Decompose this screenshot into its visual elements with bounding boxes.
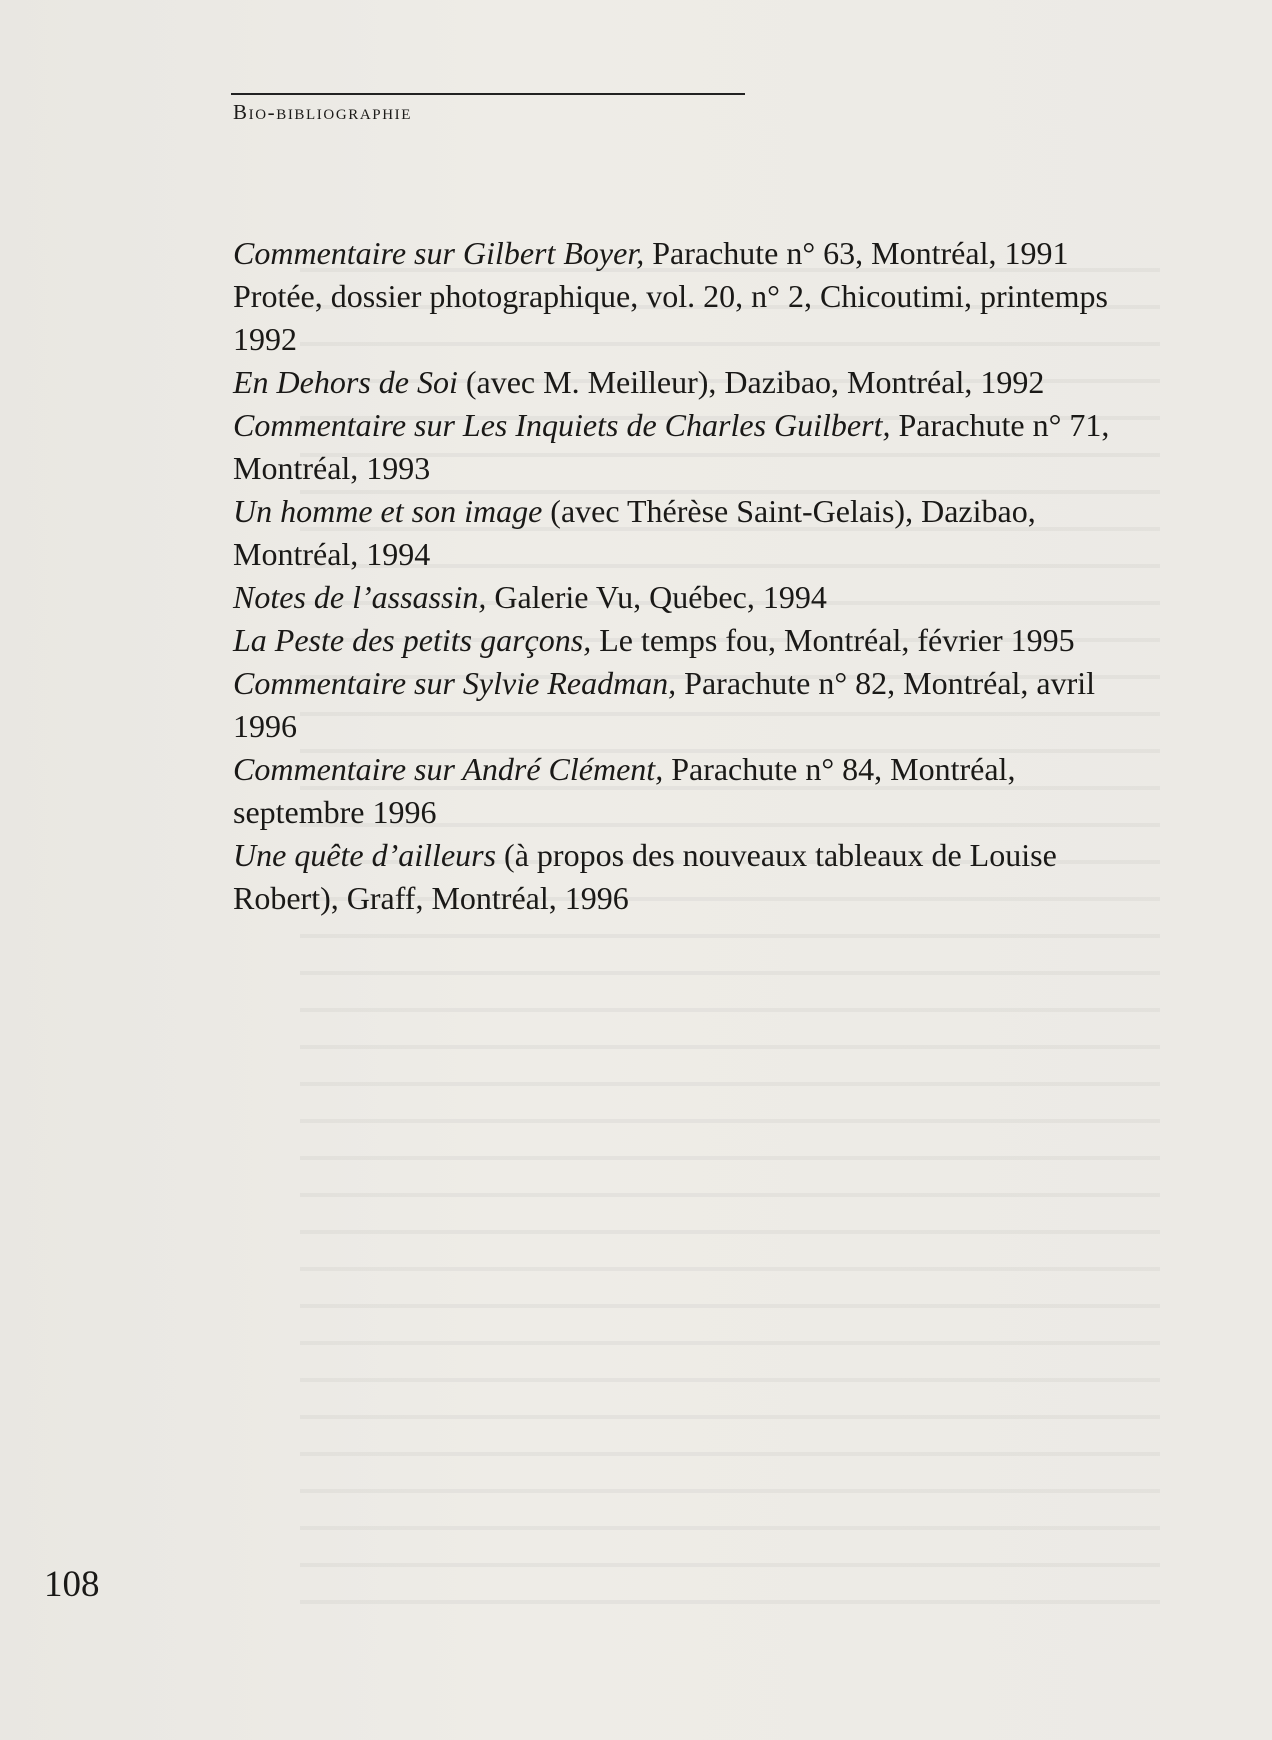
bibliography-entry xyxy=(233,748,1143,834)
header-rule xyxy=(231,93,745,95)
bibliography-entry xyxy=(233,490,1143,576)
bibliography-entry xyxy=(233,361,1143,404)
entry-details: (avec Thérèse Saint-Gelais), Dazibao, Montréal, 1994 xyxy=(233,493,1036,572)
bibliography-list xyxy=(233,232,1153,920)
entry-title: Notes de l’assassin, xyxy=(233,579,487,615)
entry-details: Parachute n° 71, Montréal, 1993 xyxy=(233,407,1110,486)
entry-title: Commentaire sur Gilbert Boyer, xyxy=(233,235,645,271)
bibliography-entry xyxy=(233,662,1143,748)
running-head xyxy=(233,100,412,125)
entry-title: La Peste des petits garçons, xyxy=(233,622,592,658)
entry-details: Le temps fou, Montréal, février 1995 xyxy=(591,622,1075,658)
entry-title: Commentaire sur André Clément, xyxy=(233,751,664,787)
bibliography-entry xyxy=(233,404,1143,490)
bibliography-entry xyxy=(233,275,1143,361)
bibliography-entry xyxy=(233,232,1143,275)
bibliography-entry xyxy=(233,619,1143,662)
bibliography-entry xyxy=(233,834,1143,920)
running-head-text: Bio-bibliographie xyxy=(233,100,413,124)
entry-details: Parachute n° 63, Montréal, 1991 xyxy=(644,235,1069,271)
entry-details: (à propos des nouveaux tableaux de Louise Robert), Graff, Montréal, 1996 xyxy=(233,837,1057,916)
entry-details: Galerie Vu, Québec, 1994 xyxy=(486,579,827,615)
entry-title: En Dehors de Soi xyxy=(233,364,458,400)
entry-details: Protée, dossier photographique, vol. 20, n° 2, Chicoutimi, printemps 1992 xyxy=(233,278,1108,357)
bibliography-entry xyxy=(233,576,1143,619)
entry-details: (avec M. Meilleur), Dazibao, Montréal, 1992 xyxy=(457,364,1045,400)
entry-details: Parachute n° 82, Montréal, avril 1996 xyxy=(233,665,1096,744)
entry-details: Parachute n° 84, Montréal, septembre 1996 xyxy=(233,751,1016,830)
entry-title: Commentaire sur Sylvie Readman, xyxy=(233,665,677,701)
entry-title: Commentaire sur Les Inquiets de Charles Guilbert, xyxy=(233,407,891,443)
page-number: 108 xyxy=(44,1564,100,1605)
entry-title: Un homme et son image xyxy=(233,493,543,529)
entry-title: Une quête d’ailleurs xyxy=(233,837,497,873)
